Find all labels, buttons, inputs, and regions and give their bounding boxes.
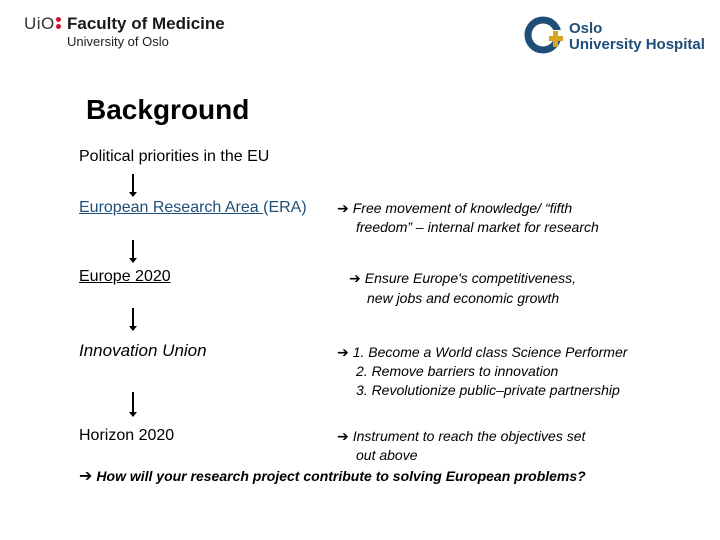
down-arrow-2 [132, 240, 134, 262]
research-question-text: How will your research project contribute to solving European problems? [96, 468, 586, 484]
hospital-name-line1: Oslo [569, 20, 603, 37]
innovation-item-1-text: 1. Become a World class Science Performer [352, 344, 628, 360]
era-heading [79, 199, 307, 217]
university-name: University of Oslo [67, 34, 169, 49]
europe-2020-link[interactable]: Europe 2020 [79, 268, 171, 285]
slide-title: Background [86, 94, 250, 125]
right-arrow-icon: ➔ [337, 428, 349, 444]
horizon-desc-text1: Instrument to reach the objectives set [352, 428, 586, 444]
horizon-desc-line1 [337, 428, 585, 445]
research-question [79, 466, 586, 486]
down-arrow-3 [132, 308, 134, 330]
era-link[interactable]: European Research Area [79, 199, 264, 216]
era-abbr: (ERA) [263, 199, 307, 216]
down-arrow-1 [132, 174, 134, 196]
horizon-desc-line2: out above [356, 447, 418, 463]
political-priorities-text: Political priorities in the EU [79, 148, 270, 165]
era-desc-line2: freedom” – internal market for research [356, 219, 599, 235]
innovation-item-3: 3. Revolutionize public–private partnership [356, 382, 620, 398]
europe-2020-desc-line1 [349, 270, 576, 287]
hospital-logo-icon [524, 14, 566, 56]
europe-2020-desc-text1: Ensure Europe's competitiveness, [364, 270, 576, 286]
era-desc-text1: Free movement of knowledge/ “fifth [352, 200, 573, 216]
uio-logo-text: UiO [24, 14, 55, 33]
right-arrow-icon: ➔ [349, 270, 361, 286]
horizon-2020-label: Horizon 2020 [79, 427, 175, 444]
right-arrow-icon: ➔ [337, 344, 349, 360]
hospital-name-line2: University Hospital [569, 36, 705, 53]
down-arrow-4 [132, 392, 134, 416]
innovation-union-label: Innovation Union [79, 341, 207, 360]
right-arrow-icon: ➔ [79, 468, 93, 485]
era-desc-line1 [337, 200, 572, 217]
innovation-item-2: 2. Remove barriers to innovation [356, 363, 559, 379]
uio-logo-dots [56, 16, 62, 30]
right-arrow-icon: ➔ [337, 200, 349, 216]
innovation-item-1 [337, 344, 627, 361]
europe-2020-desc-line2: new jobs and economic growth [367, 290, 560, 306]
faculty-title: Faculty of Medicine [67, 14, 225, 33]
